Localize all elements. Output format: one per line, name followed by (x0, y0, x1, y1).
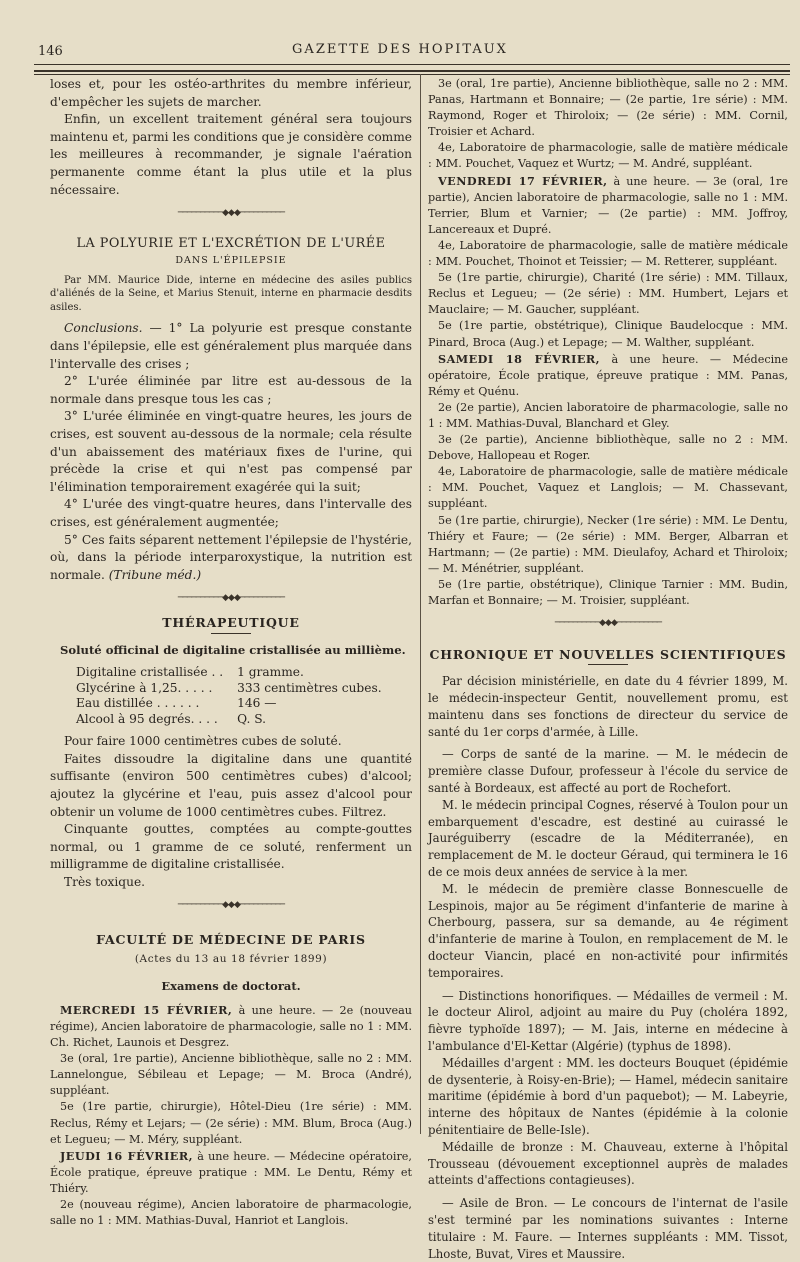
therapeutique-paragraph: Très toxique. (64, 874, 146, 889)
header-rule-bottom (34, 74, 790, 75)
exam-entry: 3e (oral, 1re partie), Ancienne bibliothèque, salle no 2 : MM. Lannelongue, Sébileau et Lepage; — M. Broca (André), suppléant. (50, 1052, 412, 1098)
therapeutique-paragraph: Faites dissoudre la digitaline dans une quantité suffisante (environ 500 centimètres cubes) d'alcool; ajoutez la glycérine et l'eau, puis assez d'alcool pour obtenir un volume de 1000 centimètres cubes. Filtrez. (50, 751, 412, 819)
chronique-paragraph: M. le médecin de première classe Bonnescuelle de Lespinois, major au 5e régiment d'infanterie de marine à Cherbourg, passera, sur sa demande, au 4e régiment d'infanterie de marine à Toulon, en remplacement de M. le docteur Viancin, placé en non-activité pour infirmités temporaires. (428, 881, 788, 980)
faculte-subtitle: (Actes du 13 au 18 février 1899) (134, 952, 328, 965)
section-title-therapeutique: THÉRAPEUTIQUE (162, 614, 300, 630)
ornament-divider: ──────────◆◆◆────────── (177, 900, 285, 911)
exam-entry: SAMEDI 18 FÉVRIER, à une heure. — Médecine opératoire, École pratique, épreuve pratique : MM. Panas, Rémy et Quénu. (428, 351, 788, 398)
article-paragraph: 3° L'urée éliminée en vingt-quatre heures, les jours de crises, est souvent au-dessous de la normale; cela résulte d'un abaissement des matériaux fixes de l'urine, qui précède la crise et qui n'est pas compensé par l'élimination temporairement exagérée qui la suit; (50, 409, 412, 494)
exam-entry: 3e (oral, 1re partie), Ancienne bibliothèque, salle no 2 : MM. Panas, Hartmann et Bonnaire; — (2e partie, 1re série) : MM. Raymond, Roger et Thiroloix; — (2e série) : MM. Cornil, Troisier et Achard. (428, 77, 788, 139)
ornament-divider: ──────────◆◆◆────────── (554, 618, 662, 629)
ornament-divider: ──────────◆◆◆────────── (177, 593, 285, 604)
intro-paragraph: Enfin, un excellent traitement général sera toujours maintenu et, parmi les conditions que je considère comme les meilleures à recommander, je signale l'aération permanente comme étant la plus utile et la plus nécessaire. (50, 112, 412, 197)
article-paragraph: Conclusions. — 1° La polyurie est presque constante dans l'épilepsie, elle est généralement plus marquée dans l'intervalle des crises ; (50, 321, 413, 371)
exam-entry: JEUDI 16 FÉVRIER, à une heure. — Médecine opératoire, École pratique, épreuve pratique : MM. Le Dentu, Rémy et Thiéry. (50, 1148, 412, 1195)
page-number: 146 (38, 44, 63, 59)
exam-entry: 4e, Laboratoire de pharmacologie, salle de matière médicale : MM. Pouchet, Thoinot et Teissier; — M. Retterer, suppléant. (428, 238, 788, 269)
header-rule (34, 64, 790, 65)
recipe-row: Eau distillée . . . . . . 146 — (76, 696, 277, 711)
title-underline (211, 633, 251, 634)
therapeutique-paragraph: Pour faire 1000 centimètres cubes de soluté. (64, 734, 342, 749)
article-title: LA POLYURIE ET L'EXCRÉTION DE L'URÉE (76, 235, 386, 251)
chronique-paragraph: — Corps de santé de la marine. — M. le médecin de première classe Dufour, professeur à l'école du service de santé à Bordeaux, est affecté au port de Rochefort. (428, 747, 788, 796)
article-paragraph: 4° L'urée des vingt-quatre heures, dans l'intervalle des crises, est généralement augmentée; (50, 497, 412, 529)
exam-entry: VENDREDI 17 FÉVRIER, à une heure. — 3e (oral, 1re partie), Ancien laboratoire de pharmacologie, salle no 1 : MM. Terrier, Blum et Varnier; — (2e partie) : MM. Joffroy, Lancereaux et Dupré. (428, 173, 789, 236)
section-title-faculte: FACULTÉ DE MÉDECINE DE PARIS (96, 932, 366, 948)
section-title-chronique: CHRONIQUE ET NOUVELLES SCIENTIFIQUES (429, 647, 787, 663)
therapeutique-paragraph: Cinquante gouttes, comptées au compte-gouttes normal, ou 1 gramme de ce soluté, renferment un milligramme de digitaline cristallisée. (50, 822, 412, 872)
recipe-title: Soluté officinal de digitaline cristallisée au millième. (60, 642, 406, 657)
left-column (50, 76, 412, 1229)
conclusions-label: Conclusions. (64, 321, 143, 336)
article-byline: Par MM. Maurice Dide, interne en médecine des asiles publics d'aliénés de la Seine, et Marius Stenuit, interne en pharmacie desdits asiles. (50, 274, 412, 313)
ornament-divider: ──────────◆◆◆────────── (177, 208, 285, 219)
chronique-paragraph: Par décision ministérielle, en date du 4 février 1899, M. le médecin-inspecteur Gentit, nouvellement promu, est maintenu dans ses fonctions de directeur du service de santé du 1er corps d'armée, à Lille. (428, 674, 788, 739)
article-paragraph: 5° Ces faits séparent nettement l'épilepsie de l'hystérie, où, dans la période interparoxystique, la nutrition est normale. (Tribune méd.) (50, 532, 412, 582)
intro-paragraph: loses et, pour les ostéo-arthrites du membre inférieur, d'empêcher les sujets de marcher. (50, 77, 412, 109)
chronique-paragraph: Médaille de bronze : M. Chauveau, externe à l'hôpital Trousseau (dévouement exceptionnel auprès de malades atteints d'affections contagieuses). (428, 1139, 788, 1188)
chronique-paragraph: — Distinctions honorifiques. — Médailles de vermeil : M. le docteur Alirol, adjoint au maire du Puy (choléra 1892, fièvre typhoïde 1897); — M. Jais, interne en médecine à l'ambulance d'El-Kettar (Algérie) (typhus de 1898). (428, 988, 788, 1054)
header-rule-thick (34, 70, 790, 72)
journal-title: GAZETTE DES HOPITAUX (292, 42, 508, 57)
chronique-paragraph: — Asile de Bron. — Le concours de l'internat de l'asile s'est terminé par les nominations suivantes : Interne titulaire : M. Faure. — Internes suppléants : MM. Tissot, Lhoste, Buvat, Vires et Maussire. (428, 1196, 788, 1261)
exam-entry: 5e (1re partie, obstétrique), Clinique Baudelocque : MM. Pinard, Broca (Aug.) et Lepage; — M. Walther, suppléant. (428, 319, 788, 349)
title-underline (588, 664, 628, 665)
article-source: (Tribune méd.) (108, 567, 202, 582)
chronique-paragraph: M. le médecin principal Cognes, réservé à Toulon pour un embarquement d'escadre, est destiné au cuirassé le Jauréguiberry (escadre de la Méditerranée), en remplacement de M. le docteur Géraud, qui terminera le 16 de ce mois deux années de service à la mer. (428, 797, 788, 880)
exam-title: Examens de doctorat. (161, 979, 301, 994)
recipe-row: Glycérine à 1,25. . . . . 333 centimètres cubes. (76, 680, 382, 695)
exam-entry: 5e (1re partie, chirurgie), Necker (1re série) : MM. Le Dentu, Thiéry et Faure; — (2e série) : MM. Berger, Albarran et Hartmann; — (2e partie) : MM. Dieulafoy, Achard et Thiroloix; — M. Ménétrier, suppléant. (428, 513, 788, 575)
chronique-paragraph: Médailles d'argent : MM. les docteurs Bouquet (épidémie de dysenterie, à Roisy-en-Brie); — Hamel, médecin sanitaire maritime (épidémie à bord d'un paquebot); — M. Labeyrie, interne des hôpitaux de Nantes (épidémie à la colonie pénitentiaire de Belle-Isle). (428, 1055, 788, 1137)
exam-entry: 2e (2e partie), Ancien laboratoire de pharmacologie, salle no 1 : MM. Mathias-Duval, Blanchard et Gley. (428, 400, 788, 430)
exam-entry: MERCREDI 15 FÉVRIER, à une heure. — 2e (nouveau régime), Ancien laboratoire de pharmacologie, salle no 1 : MM. Ch. Richet, Launois et Desgrez. (50, 1002, 412, 1050)
exam-entry: 5e (1re partie, chirurgie), Hôtel-Dieu (1re série) : MM. Reclus, Rémy et Lejars; — (2e série) : MM. Blum, Broca (Aug.) et Legueu; — M. Méry, suppléant. (50, 1100, 412, 1146)
exam-entry: 4e, Laboratoire de pharmacologie, salle de matière médicale : MM. Pouchet, Vaquez et Langlois; — M. Chassevant, suppléant. (428, 465, 788, 511)
recipe-row: Digitaline cristallisée . . 1 gramme. (76, 665, 304, 680)
column-divider (420, 74, 421, 1134)
exam-entry: 5e (1re partie, chirurgie), Charité (1re série) : MM. Tillaux, Reclus et Legueu; — (2e série) : MM. Humbert, Lejars et Mauclaire; — M. Gaucher, suppléant. (428, 271, 788, 317)
exam-entry: 2e (nouveau régime), Ancien laboratoire de pharmacologie, salle no 1 : MM. Mathias-Duval, Hanriot et Langlois. (50, 1197, 412, 1228)
exam-entry: 4e, Laboratoire de pharmacologie, salle de matière médicale : MM. Pouchet, Vaquez et Wurtz; — M. André, suppléant. (428, 141, 788, 171)
article-paragraph: 2° L'urée éliminée par litre est au-dessous de la normale dans presque tous les cas ; (50, 374, 412, 406)
article-subtitle: DANS L'ÉPILEPSIE (175, 255, 287, 267)
recipe-row: Alcool à 95 degrés. . . . Q. S. (76, 711, 267, 726)
recipe-table (76, 665, 382, 727)
exam-entry: 3e (2e partie), Ancienne bibliothèque, salle no 2 : MM. Debove, Hallopeau et Roger. (428, 433, 788, 463)
exam-entry: 5e (1re partie, obstétrique), Clinique Tarnier : MM. Budin, Marfan et Bonnaire; — M. Troisier, suppléant. (428, 577, 788, 607)
right-column (428, 76, 788, 1262)
